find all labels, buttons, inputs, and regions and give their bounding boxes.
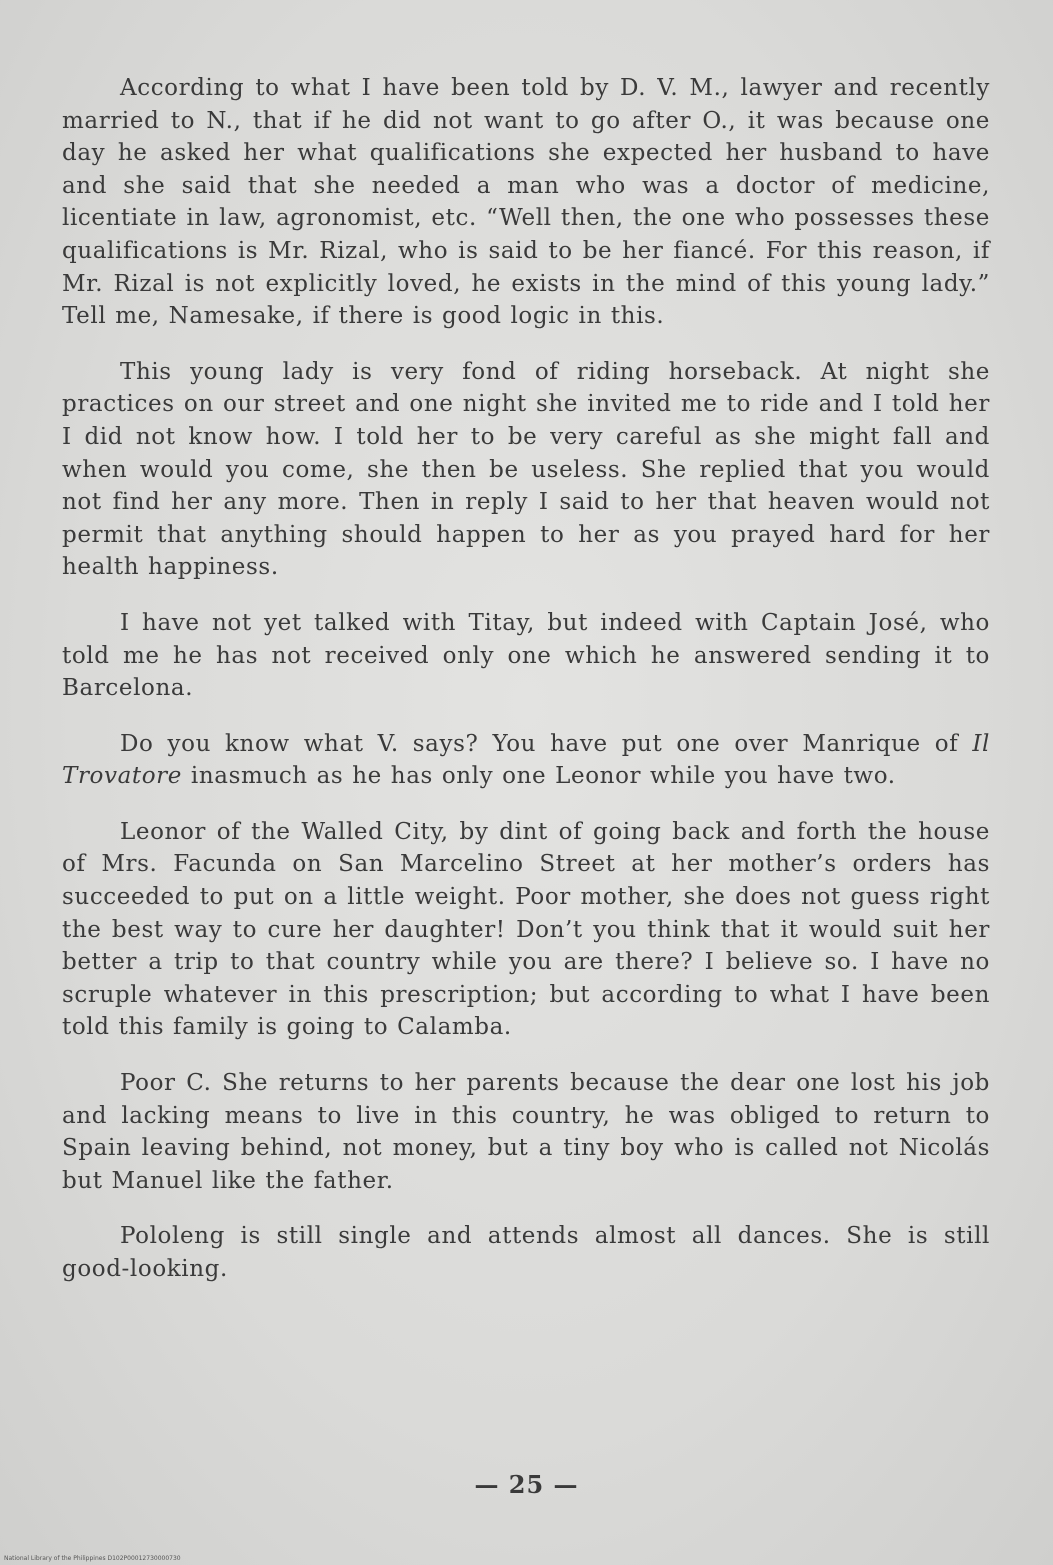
page-number: — 25 — [474, 1470, 579, 1499]
paragraph-7: Pololeng is still single and attends almost all dances. She is still good-looking. [62, 1223, 990, 1282]
paragraph-2: This young lady is very fond of riding horseback. At night she practices on our street and one night she invited me to ride and I told her I did not know how. I told her to be very careful as she might fall and when would you come, she then be useless. She replied that you would not find her any more. Then in reply I said to her that heaven would not permit that anything should happen to her as you prayed hard for her health happiness. [62, 358, 990, 581]
letter-body [62, 72, 990, 1309]
paragraph-4 [62, 728, 990, 793]
paragraph-6: Poor C. She returns to her parents because the dear one lost his job and lacking means to live in this country, he was obliged to return to Spain leaving behind, not money, but a tiny boy who is called not Nicolás but Manuel like the father. [62, 1070, 990, 1194]
paragraph-4-text-before: Do you know what V. says? You have put one over Manrique of [120, 730, 973, 757]
paragraph-5: Leonor of the Walled City, by dint of going back and forth the house of Mrs. Facunda on San Marcelino Street at her mother’s orders has succeeded to put on a little weight. Poor mother, she does not guess right the best way to cure her daughter! Don’t you think that it would suit her better a trip to that country while you are there? I believe so. I have no scruple whatever in this prescription; but according to what I have been told this family is going to Calamba. [62, 818, 990, 1041]
archive-footer-note: National Library of the Philippines D102P00012730000730 [4, 1555, 181, 1562]
opera-title: Il Trovatore [62, 730, 990, 790]
paragraph-4-text-after: inasmuch as he has only one Leonor while you have two. [182, 763, 896, 790]
paragraph-3: I have not yet talked with Titay, but indeed with Captain José, who told me he has not received only one which he answered sending it to Barcelona. [62, 609, 990, 702]
paragraph-1: According to what I have been told by D. V. M., lawyer and recently married to N., that if he did not want to go after O., it was because one day he asked her what qualifications she expected her husband to have and she said that she needed a man who was a doctor of medicine, licentiate in law, agronomist, etc. “Well then, the one who possesses these qualifications is Mr. Rizal, who is said to be her fiancé. For this reason, if Mr. Rizal is not explicitly loved, he exists in the mind of this young lady.” Tell me, Namesake, if there is good logic in this. [62, 75, 990, 330]
